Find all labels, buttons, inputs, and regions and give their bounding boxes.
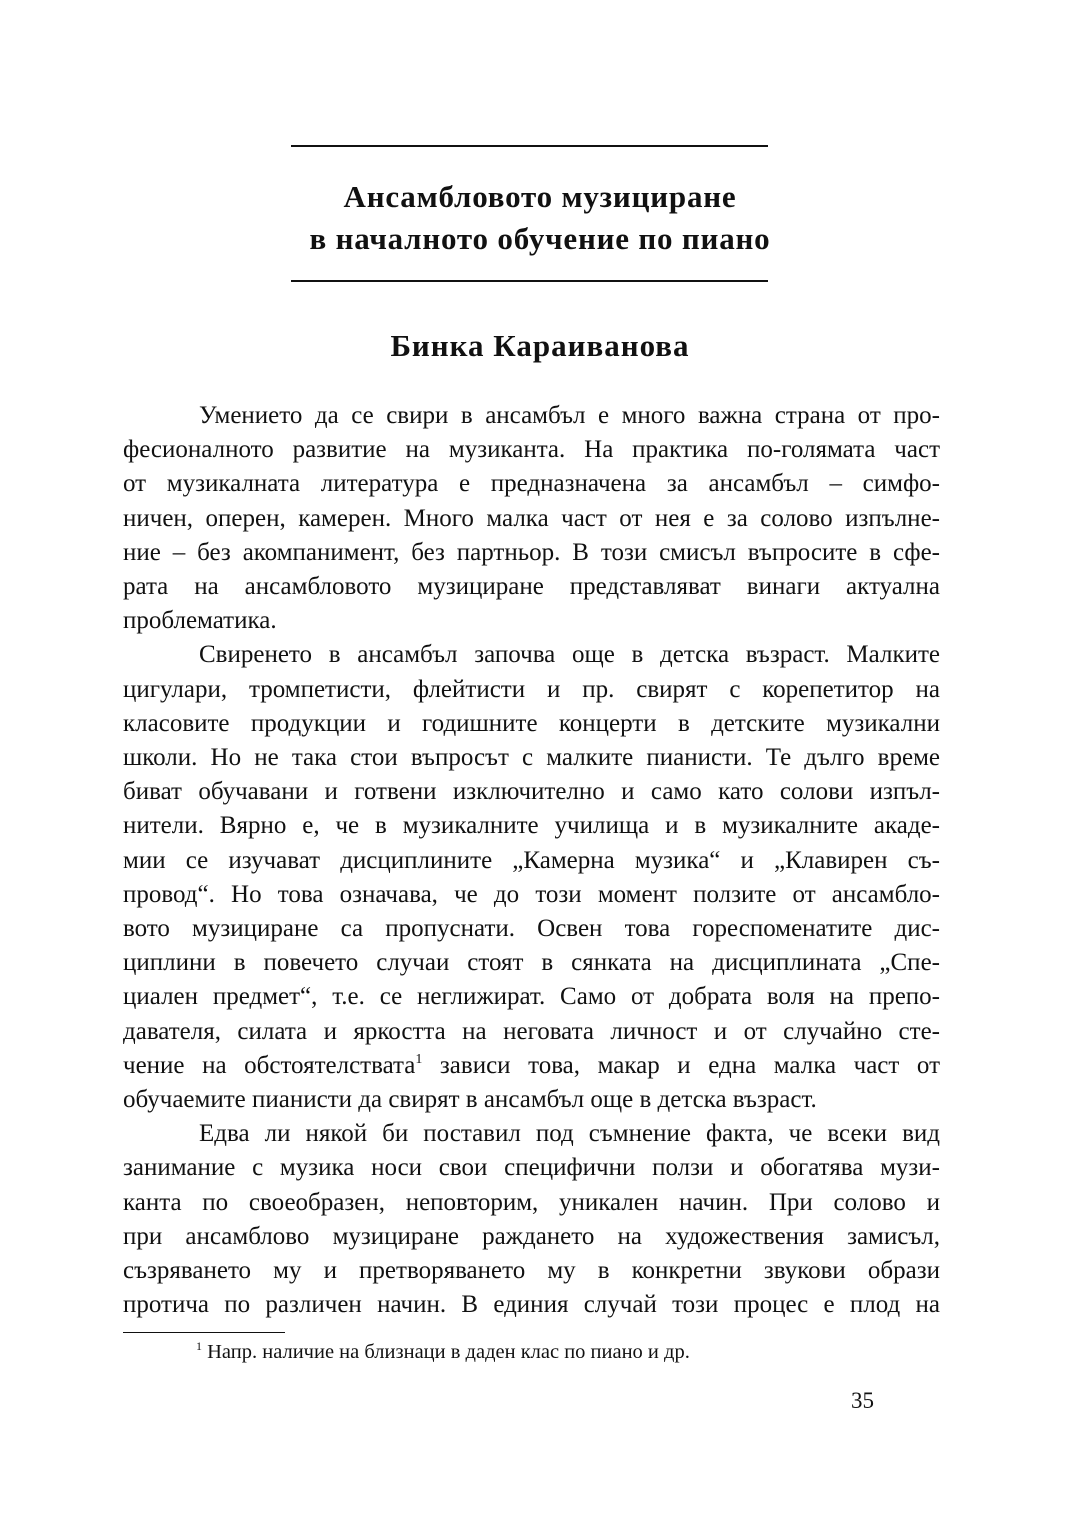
text-line: класовите продукции и годишните концерти в детските музикални [123,709,940,737]
text-line: биват обучавани и готвени изключително и само като солови изпъл- [123,778,940,806]
paragraph-1 [123,399,940,638]
footnote-marker: 1 [196,1339,202,1353]
page-number: 35 [851,1388,874,1413]
text-line: Едва ли някой би поставил под съмнение факта, че всеки вид [199,1120,940,1148]
text-line: занимание с музика носи свои специфични ползи и обогатява музи- [123,1154,940,1182]
text-line: мии се изучават дисциплините „Камерна музика“ и „Клавирен съ- [123,846,940,874]
text-line: цигулари, тромпетисти, флейтисти и пр. свирят с корепетитор на [123,675,940,703]
footnote-text: Напр. наличие на близнаци в даден клас по пиано и др. [202,1341,690,1363]
article-title [150,176,930,260]
text-line: канта по своеобразен, неповторим, уникален начин. При солово и [123,1188,940,1216]
text-line: обучаемите пианисти да свирят в ансамбъл още в детска възраст. [123,1086,817,1114]
footnote [196,1338,690,1366]
paragraph-2 [123,638,940,1117]
title-rule-bottom [291,280,768,282]
text-line-with-footnote [123,1049,940,1083]
paragraph-3 [123,1117,940,1322]
text-line: проблематика. [123,607,277,635]
text-line: вото музициране са пропуснати. Освен това гореспоменатите дис- [123,915,940,943]
text-before-footnote: чение на обстоятелствата [123,1051,416,1079]
title-line-1: Ансамбловото музициране [343,179,737,214]
text-line: нители. Вярно е, че в музикалните училища и в музикалните акаде- [123,812,940,840]
text-line: Умението да се свири в ансамбъл е много важна страна от про- [199,402,940,429]
text-line: ничен, оперен, камерен. Много малка част от нея е за солово изпълне- [123,504,940,532]
author-name: Бинка Караиванова [390,328,690,363]
text-line: циплини в повечето случаи стоят в сянката на дисциплината „Спе- [123,949,940,977]
text-line: провод“. Но това означава, че до този момент ползите от ансамбло- [123,880,940,908]
text-line: ние – без акомпанимент, без партньор. В този смисъл въпросите в сфе- [123,538,940,566]
text-line: фесионалното развитие на музиканта. На практика по-голямата част [123,436,940,464]
title-rule-top [291,145,768,147]
footnote-reference: 1 [415,1051,423,1067]
article-body [123,399,940,1322]
text-line: протича по различен начин. В единия случай този процес е плод на [123,1291,940,1319]
text-line: рата на ансамбловото музициране представляват винаги актуална [123,573,940,601]
text-line: школи. Но не така стои въпросът с малките пианисти. Те дълго време [123,744,940,772]
text-line: от музикалната литература е предназначена за ансамбъл – симфо- [123,470,940,498]
text-after-footnote: зависи това, макар и една малка част от [422,1051,940,1079]
text-line: при ансамблово музициране раждането на художествения замисъл, [123,1222,940,1250]
text-line: Свиренето в ансамбъл започва още в детска възраст. Малките [199,641,940,669]
text-line: давателя, силата и яркостта на неговата личност и от случайно сте- [123,1017,940,1045]
text-line: съзряването му и претворяването му в конкретни звукови образи [123,1257,940,1285]
footnote-separator [123,1332,285,1333]
title-line-2: в началното обучение по пиано [309,221,771,256]
text-line: циален предмет“, т.е. се неглижират. Само от добрата воля на препо- [123,983,940,1011]
